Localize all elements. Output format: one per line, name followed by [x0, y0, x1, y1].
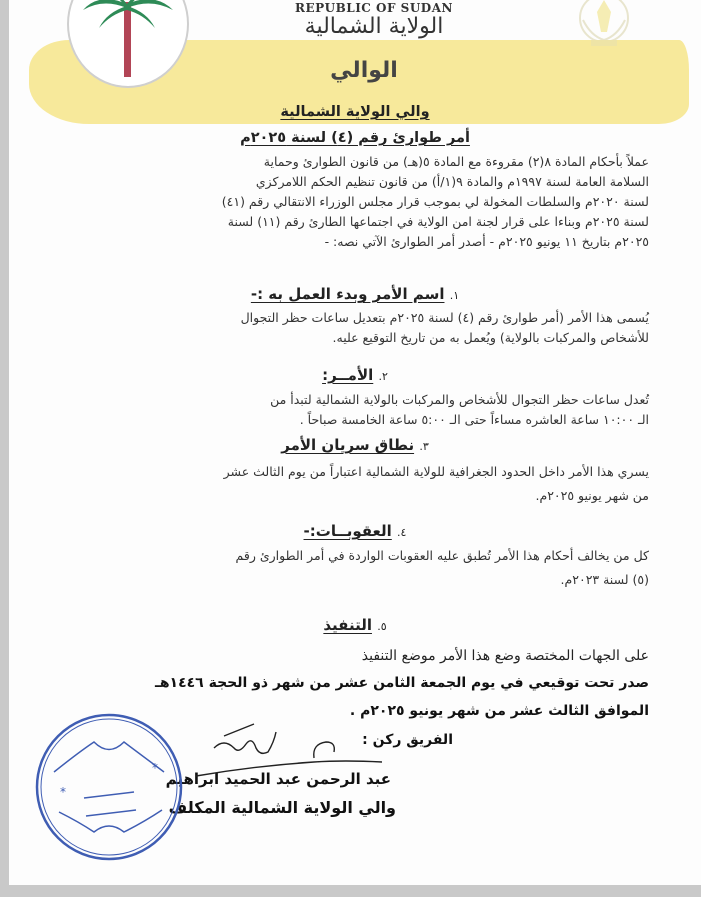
section-2-heading: ٢. الأمــر: — [322, 366, 388, 384]
order-title: أمر طوارئ رقم (٤) لسنة ٢٠٢٥م — [240, 130, 470, 146]
official-stamp — [34, 712, 184, 862]
section-4-text: كل من يخالف أحكام هذا الأمر تُطبق عليه العقوبات الواردة في أمر الطوارئ رقم (٥) لسنة ٢٠٢٣م. — [235, 548, 649, 587]
preamble-line: ٢٠٢٥م بتاريخ ١١ يونيو ٢٠٢٥م - أصدر أمر الطوارئ الآتي نصه: - — [324, 234, 649, 249]
republic-heading: REPUBLIC OF SUDAN — [295, 1, 453, 15]
svg-text:*: * — [152, 761, 158, 775]
preamble-line: السلامة العامة لسنة ١٩٩٧م والمادة ٩(١/أ) من قانون تنظيم الحكم اللامركزي — [255, 174, 649, 189]
sudan-emblem-icon — [569, 0, 639, 60]
section-1-text: يُسمى هذا الأمر (أمر طوارئ رقم (٤) لسنة ٢٠٢٥م بتعديل ساعات حظر التجوال للأشخاص والمركبات بالولاية) ويُعمل به من تاريخ التوقيع عليه. — [240, 310, 649, 345]
preamble-line: عملاً بأحكام المادة ٨(٢) مقروءة مع المادة ٥(هـ) من قانون الطوارئ وحماية — [263, 154, 649, 169]
section-5-heading: ٥. التنفيذ — [323, 616, 387, 634]
section-2-text: تُعدل ساعات حظر التجوال للأشخاص والمركبات بالولاية الشمالية لتبدأ من الـ ١٠:٠٠ ساعة العاشره مساءاً حتى الـ ٥:٠٠ ساعة الخامسة صباحاً . — [270, 392, 649, 427]
section-3-text: يسري هذا الأمر داخل الحدود الجغرافية للولاية الشمالية اعتباراً من يوم الثالث عشر من شهر يونيو ٢٠٢٥م. — [223, 464, 649, 503]
state-heading: الولاية الشمالية — [304, 14, 444, 39]
section-3-heading: ٣. نطاق سريان الأمر — [281, 436, 429, 454]
issued-line-2: الموافق الثالث عشر من شهر يونيو ٢٠٢٥م . — [349, 703, 649, 719]
document-page — [9, 0, 701, 885]
issued-line-1: صدر تحت توقيعي في يوم الجمعة الثامن عشر من شهر ذو الحجة ١٤٤٦هـ — [155, 675, 649, 691]
svg-text:*: * — [60, 785, 66, 799]
handwritten-signature — [194, 718, 384, 778]
section-1-heading: ١. اسم الأمر وبدء العمل به :- — [250, 285, 460, 303]
preamble-line: لسنة ٢٠٢٥م وبناءا على قرار لجنة امن الولاية في اجتماعها الطارئ رقم (١١) لسنة — [227, 214, 649, 229]
section-5-text: على الجهات المختصة وضع هذا الأمر موضع التنفيذ — [361, 648, 649, 664]
office-title: الوالي — [330, 58, 398, 83]
signatory-title: والي الولاية الشمالية المكلف — [168, 798, 396, 817]
signatory-name: عبد الرحمن عبد الحميد ابراهيم — [165, 770, 391, 788]
palm-tree-logo — [67, 0, 189, 88]
section-4-heading: ٤. العقوبــات:- — [303, 522, 407, 540]
rank-label: الفريق ركن : — [362, 732, 453, 748]
preamble-line: لسنة ٢٠٢٠م والسلطات المخولة لي بموجب قرار مجلس الوزراء الانتقالي رقم (٤١) — [221, 194, 649, 209]
issuer-heading: والي الولاية الشمالية — [280, 104, 430, 120]
preamble — [49, 152, 649, 252]
